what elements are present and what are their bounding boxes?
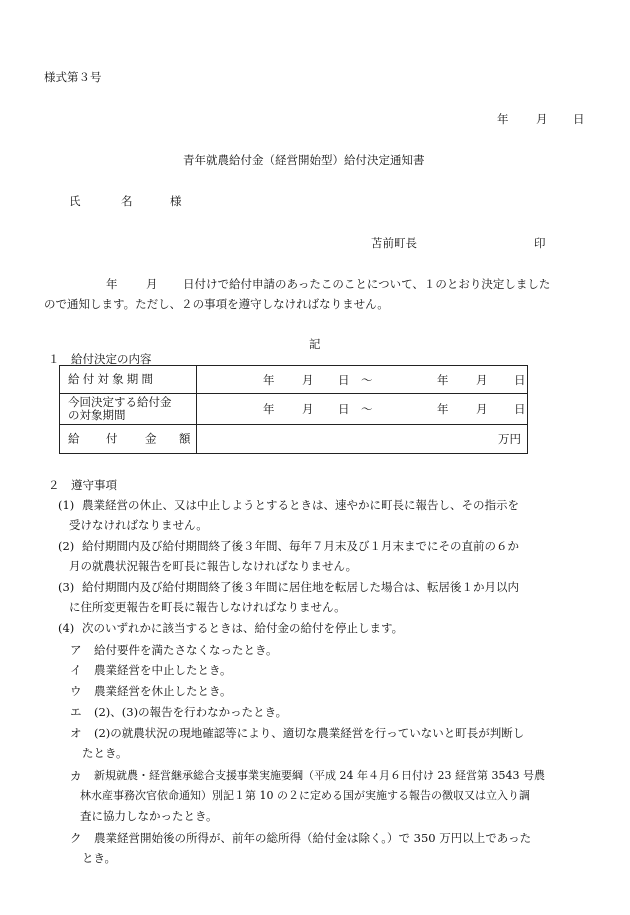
start-day: 日 [338,402,350,416]
subitem-mark: イ [70,663,82,677]
item-line2: 月の就農状況報告を町長に報告しなければなりません。 [69,559,358,573]
intro-month: 月 [146,277,158,291]
end-month: 月 [476,402,488,416]
subitem-line2: とき。 [82,851,117,865]
subitem-mark: ア [70,643,82,657]
item-number: (4) [58,621,75,635]
amount-label-c3: 金 [145,431,157,446]
table-row [60,366,528,394]
item-line1: 次のいずれかに該当するときは、給付金の給付を停止します。 [82,621,404,635]
subitem-line1: 新規就農・経営継承総合支援事業実施要綱（平成 24 年４月６日付け 23 経営第 3543 号農 [94,769,545,782]
range-tilde: ～ [361,402,373,416]
subitem-line1: 農業経営開始後の所得が、前年の総所得（給付金は除く。）で 350 万円以上であった [94,831,532,845]
item-number: (3) [58,580,75,594]
start-month: 月 [302,372,314,387]
end-month: 月 [476,372,488,387]
subitem-line2: たとき。 [82,746,128,760]
current-period-label-line1: 今回決定する給付金 [68,395,172,409]
amount-unit: 万円 [498,432,521,446]
item-number: (1) [58,498,75,512]
issuer-name: 苫前町長 [371,236,417,250]
section2-heading: ２ 遵守事項 [48,478,117,492]
seal-mark: 印 [534,236,546,250]
benefit-table [59,365,528,454]
start-day: 日 [338,372,350,387]
end-year: 年 [437,402,449,416]
addressee-shi: 氏 [69,194,81,208]
addressee-mei: 名 [121,194,133,208]
end-day: 日 [514,402,526,416]
date-day: 日 [573,112,585,126]
subitem-mark: ウ [70,684,82,698]
subitem-line1: (2)の就農状況の現地確認等により、適切な農業経営を行っていないと町長が判断し [94,726,525,740]
label-cell [60,394,197,425]
item-line1: 給付期間内及び給付期間終了後３年間、毎年７月末及び１月末までにその直前の６か [82,539,519,553]
addressee-sama: 様 [170,194,182,208]
form-number: 様式第３号 [44,70,102,84]
amount-label-c2: 付 [106,431,118,446]
item-line2: 受けなければなりません。 [69,518,208,532]
amount-label-c1: 給 [68,431,80,446]
range-tilde: ～ [361,372,373,387]
table-row [60,394,528,425]
ki-heading: 記 [309,337,321,351]
subitem-line3: 査に協力しなかったとき。 [80,809,218,823]
item-line1: 農業経営の休止、又は中止しようとするときは、速やかに町長に報告し、その指示を [82,498,519,512]
item-number: (2) [58,539,75,553]
date-year: 年 [497,112,509,126]
value-cell [197,366,528,394]
subitem-line1: 給付要件を満たさなくなったとき。 [94,643,278,657]
subitem-mark: カ [70,769,82,783]
start-year: 年 [263,402,275,416]
subitem-mark: オ [70,726,82,740]
subitem-line1: 農業経営を休止したとき。 [94,684,232,698]
label-cell [60,366,197,394]
subitem-line1: 農業経営を中止したとき。 [94,663,232,677]
start-year: 年 [263,372,275,387]
end-day: 日 [514,372,526,387]
start-month: 月 [302,402,314,416]
period-label: 給付対象期間 [68,372,157,386]
label-cell [60,425,197,454]
value-cell [197,394,528,425]
subitem-line2: 林水産事務次官依命通知）別記１第 10 の２に定める国が実施する報告の徴収又は立入り調 [80,789,530,802]
table-row [60,425,528,454]
intro-year: 年 [106,277,118,291]
item-line1: 給付期間内及び給付期間終了後３年間に居住地を転居した場合は、転居後１か月以内 [82,580,519,594]
document-title: 青年就農給付金（経営開始型）給付決定通知書 [183,153,425,167]
current-period-label-line2: の対象期間 [68,408,126,422]
item-line2: に住所変更報告を町長に報告しなければなりません。 [69,600,346,614]
intro-line2: ので通知します。ただし、２の事項を遵守しなければなりません。 [44,297,389,311]
end-year: 年 [437,372,449,387]
subitem-mark: ク [70,831,82,845]
subitem-mark: エ [70,705,82,719]
amount-label-c4: 額 [179,431,191,446]
subitem-line1: (2)、(3)の報告を行わなかったとき。 [94,705,288,719]
intro-line1: 日付けで給付申請のあったこのことについて、１のとおり決定しました [183,277,551,291]
section1-heading: １ 給付決定の内容 [48,352,152,366]
value-cell [197,425,528,454]
date-month: 月 [536,112,548,126]
